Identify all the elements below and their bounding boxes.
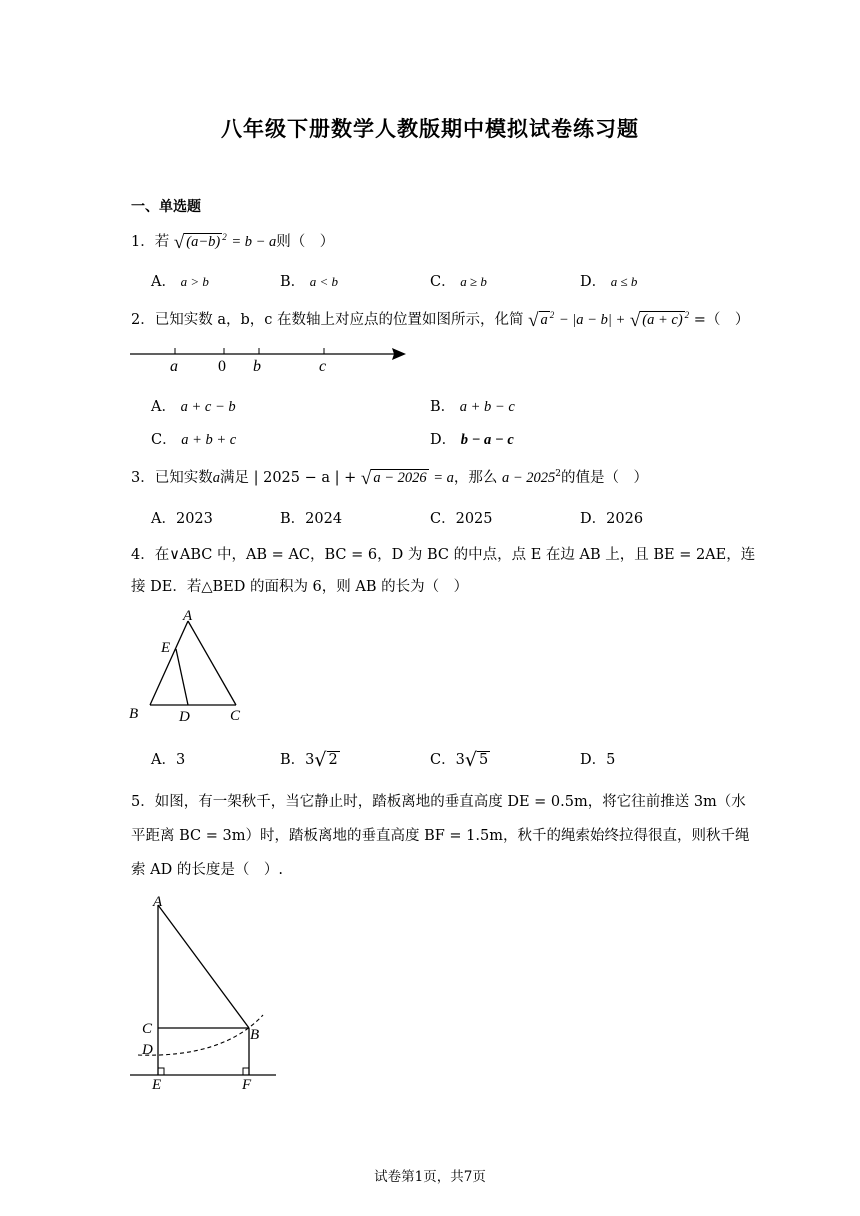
question-1: 1．若 √ (a−b) $^2$ = b − a则（ ） <box>131 232 335 253</box>
option-d[interactable]: D． b − a − c <box>430 432 514 448</box>
axis-label-c: c <box>319 358 327 375</box>
vertex-b-label: B <box>129 706 139 722</box>
point-e-label: E <box>161 640 171 656</box>
question-4: 4．在∨ABC 中，AB = AC，BC = 6，D 为 BC 的中点，点 E 在边 AB 上，且 BE = 2AE，连 <box>131 547 756 563</box>
vertex-a-label: A <box>183 608 193 624</box>
question-2: 2．已知实数 a，b，c 在数轴上对应点的位置如图所示，化简 √ a $^2$ − |a − b| + √ (a + c) $^2$ =（ ） <box>131 310 750 331</box>
question-number: 2． <box>131 312 155 328</box>
triangle-figure <box>126 606 256 728</box>
page-title: 八年级下册数学人教版期中模拟试卷练习题 <box>221 116 639 141</box>
question-5-line-2: 平距离 BC = 3m）时，踏板离地的垂直高度 BF = 1.5m，秋千的绳索始终拉得很直，则秋千绳 <box>131 828 750 844</box>
option-b[interactable]: B． a < b <box>280 274 339 290</box>
question-4-line-2: 接 DE．若△BED 的面积为 6，则 AB 的长为（ ） <box>131 579 469 595</box>
option-d[interactable]: D． a ≤ b <box>580 274 638 290</box>
option-c[interactable]: C． a ≥ b <box>430 274 487 290</box>
point-b-label: B <box>250 1027 260 1043</box>
axis-label-a: a <box>170 358 178 375</box>
option-d[interactable]: D．2026 <box>580 511 644 527</box>
option-c[interactable]: C．2025 <box>430 511 493 527</box>
question-5-line-3: 索 AD 的长度是（ ）. <box>131 862 283 878</box>
swing-figure <box>128 890 288 1095</box>
option-a[interactable]: A．2023 <box>151 511 213 527</box>
section-heading: 一、单选题 <box>131 199 201 215</box>
option-b[interactable]: B． a + b − c <box>430 399 515 415</box>
option-c[interactable]: C．3√ 5 <box>430 749 489 771</box>
sqrt-expression: √ a − 2026 <box>360 468 427 489</box>
option-b[interactable]: B．2024 <box>280 511 343 527</box>
point-d-label: D <box>142 1042 153 1058</box>
vertex-c-label: C <box>230 708 241 724</box>
question-number: 3． <box>131 470 155 486</box>
sqrt-expression: √ a $^2$ <box>528 310 555 331</box>
axis-label-zero: 0 <box>218 358 226 375</box>
question-number: 4． <box>131 547 155 563</box>
question-5: 5．如图，有一架秋千，当它静止时，踏板离地的垂直高度 DE = 0.5m，将它往前推送 3m（水 <box>131 794 746 810</box>
axis-label-b: b <box>253 358 261 375</box>
option-c[interactable]: C． a + b + c <box>151 432 237 448</box>
page-footer: 试卷第1页，共7页 <box>374 1169 486 1185</box>
question-3: 3．已知实数a满足 | 2025 − a | + √ a − 2026 = a，那么 $a - 2025^2$的值是（ ） <box>131 468 649 489</box>
sqrt-expression: √ (a−b) $^2$ <box>173 232 227 253</box>
sqrt-expression: √ (a + c) $^2$ <box>629 310 690 331</box>
option-a[interactable]: A．3 <box>151 752 186 768</box>
option-b[interactable]: B．3√ 2 <box>280 749 338 771</box>
option-a[interactable]: A． a > b <box>151 274 209 290</box>
option-d[interactable]: D．5 <box>580 752 616 768</box>
number-line-figure <box>128 342 410 376</box>
point-d-label: D <box>179 709 190 725</box>
point-c-label: C <box>142 1021 153 1037</box>
point-e-label: E <box>152 1077 162 1093</box>
question-number: 1． <box>131 234 155 250</box>
point-f-label: F <box>242 1077 252 1093</box>
question-number: 5． <box>131 794 155 810</box>
point-a-label: A <box>153 894 163 910</box>
option-a[interactable]: A． a + c − b <box>151 399 236 415</box>
